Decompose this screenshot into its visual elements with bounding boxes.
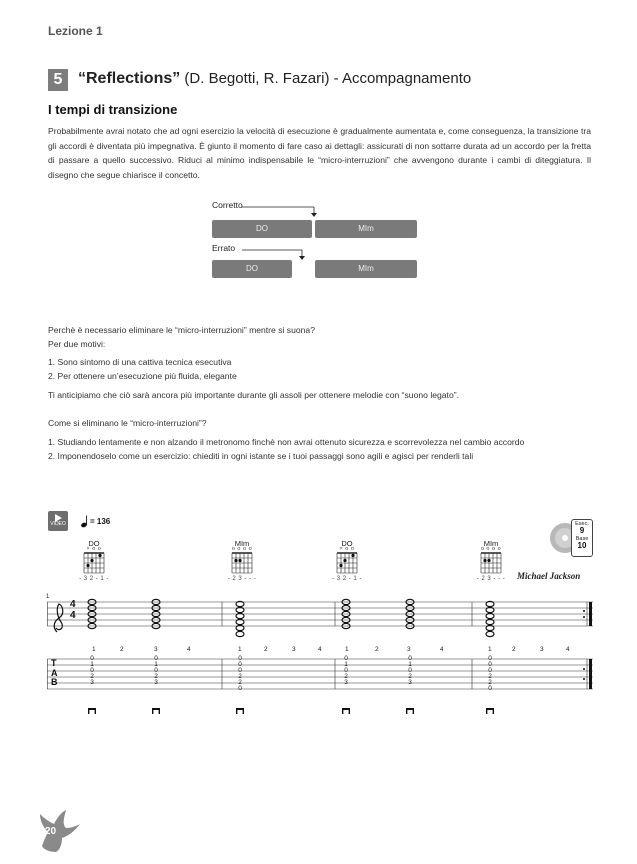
diagram-wrong-label: Errato <box>212 243 236 253</box>
tab-fret: 1 <box>154 661 158 668</box>
tab-fret: 2 <box>488 673 492 680</box>
tab-fret: 0 <box>238 685 242 692</box>
tab-fret: 0 <box>408 667 412 674</box>
tab-fret: 3 <box>344 679 348 686</box>
tab-fret: 0 <box>488 685 492 692</box>
tab-fret: 3 <box>154 679 158 686</box>
beat: 3 <box>540 646 544 653</box>
video-label: VIDEO <box>50 521 66 527</box>
beat: 2 <box>375 646 379 653</box>
chord-marks-1: × o o <box>86 546 102 552</box>
page-number: 20 <box>45 826 57 837</box>
beat: 4 <box>318 646 322 653</box>
section-paragraph: Probabilmente avrai notato che ad ogni esercizio la velocità di esecuzione è gradualmente aumentata e, come conseguenza, la transizione tra gli accordi è diventata più impegnativa. È giunto il momento di fare caso ai dettagli: assicurati di non sottarre durata ad un accordo per la fretta di passare a quello successivo. Riduci al minimo indispensabile le “micro-interruzioni” che avvengono durante i cambi di diteggiatura. Il disegno che segue chiarisce il concetto. <box>48 126 591 180</box>
beat: 1 <box>345 646 349 653</box>
tab-column-do <box>87 656 97 686</box>
tab-fret: 0 <box>488 655 492 662</box>
tab-fret: 0 <box>238 667 242 674</box>
correct-arrow <box>240 203 320 219</box>
chord-marks-2: o o o o <box>231 546 253 552</box>
note: Ti anticipiamo che ciò sarà ancora più importante durante gli assoli per ottenere melodie con “suono legato”. <box>48 390 459 400</box>
tab-staff <box>47 656 593 694</box>
chord-name-3: DO <box>341 539 353 548</box>
time-signature-top: 4 <box>70 599 76 610</box>
diagram-wrong-chord-1: DO <box>212 260 292 278</box>
staff-notes <box>80 590 600 640</box>
method-2: 2. Imponendoselo come un esercizio: chiediti in ogni istante se i tuoi passaggi sono agili e agisci per renderli tali <box>48 451 474 461</box>
exercise-title-song: “Reflections” <box>78 70 181 87</box>
tab-fret: 0 <box>344 667 348 674</box>
tab-column-do <box>151 656 161 686</box>
beat: 3 <box>292 646 296 653</box>
chord-grid-do-2 <box>336 552 358 574</box>
exercise-number-badge: 5 <box>48 69 68 91</box>
tab-fret: 2 <box>408 673 412 680</box>
chord-name-2: MIm <box>234 539 250 548</box>
base-track: 10 <box>577 541 587 550</box>
chord-fingering-4: - 2 3 - - - <box>476 576 506 582</box>
tab-letter-a: A <box>51 667 58 678</box>
chord-grid-mim-2 <box>480 552 502 574</box>
beat: 1 <box>238 646 242 653</box>
tab-column-mim <box>235 656 245 692</box>
beat: 3 <box>154 646 158 653</box>
tab-fret: 0 <box>408 655 412 662</box>
time-signature-bottom: 4 <box>70 610 76 621</box>
tab-column-do <box>405 656 415 686</box>
tab-fret: 0 <box>90 667 94 674</box>
method-1: 1. Studiando lentamente e non alzando il metronomo finchè non avrai ottenuto sicurezza e scorrevolezza nel cambio accordo <box>48 437 525 447</box>
diagram-correct-chord-1: DO <box>212 220 312 238</box>
tab-fret: 0 <box>238 661 242 668</box>
tab-fret: 0 <box>488 661 492 668</box>
question-2: Come si eliminano le “micro-interruzioni”? <box>48 418 207 428</box>
tab-fret: 2 <box>238 673 242 680</box>
quarter-note-icon <box>80 515 90 529</box>
diagram-correct-chord-2: MIm <box>315 220 417 238</box>
esec-track: 9 <box>579 526 585 535</box>
beat: 2 <box>264 646 268 653</box>
section-heading: I tempi di transizione <box>48 102 178 117</box>
exercise-title <box>78 70 471 88</box>
tab-fret: 0 <box>90 655 94 662</box>
beat-numbers <box>47 646 593 656</box>
tab-fret: 2 <box>90 673 94 680</box>
tab-column-do <box>341 656 351 686</box>
reason-2: 2. Per ottenere un’esecuzione più fluida, elegante <box>48 371 237 381</box>
reason-1: 1. Sono sintomo di una cattiva tecnica esecutiva <box>48 357 232 367</box>
tab-fret: 0 <box>238 655 242 662</box>
beat: 2 <box>120 646 124 653</box>
tab-fret: 0 <box>344 655 348 662</box>
beat: 2 <box>512 646 516 653</box>
tab-column-mim <box>485 656 495 692</box>
chord-name-1: DO <box>88 539 100 548</box>
tab-fret: 0 <box>488 667 492 674</box>
exercise-title-rest: (D. Begotti, R. Fazari) - Accompagnamento <box>180 70 472 87</box>
cd-track-box <box>571 519 593 557</box>
mascot-icon <box>32 806 82 854</box>
tab-fret: 2 <box>154 673 158 680</box>
tab-fret: 1 <box>408 661 412 668</box>
artist-name: Michael Jackson <box>517 571 581 581</box>
beat: 3 <box>407 646 411 653</box>
tab-fret: 1 <box>90 661 94 668</box>
tab-letter-t: T <box>51 658 57 668</box>
chord-name-4: MIm <box>483 539 499 548</box>
tab-letter-b: B <box>51 677 58 687</box>
esec-label: Esec. <box>575 521 589 527</box>
tab-fret: 1 <box>344 661 348 668</box>
chord-marks-4: o o o o <box>480 546 502 552</box>
tab-fret: 3 <box>90 679 94 686</box>
tab-fret: 0 <box>154 655 158 662</box>
chord-fingering-1: - 3 2 - 1 - <box>79 576 109 582</box>
diagram-wrong-chord-2: MIm <box>315 260 417 278</box>
question-1-sub: Per due motivi: <box>48 339 106 349</box>
downstroke-marks <box>80 707 600 717</box>
chord-marks-3: × o o <box>339 546 355 552</box>
chord-fingering-2: - 2 3 - - - <box>227 576 257 582</box>
measure-number: 1 <box>46 594 50 600</box>
question-1: Perchè è necessario eliminare le “micro-interruzioni” mentre si suona? <box>48 325 315 335</box>
beat: 4 <box>566 646 570 653</box>
beat: 4 <box>187 646 191 653</box>
beat: 1 <box>92 646 96 653</box>
diagram-correct-label: Corretto <box>212 200 243 210</box>
tempo: = 136 <box>90 517 111 526</box>
chord-grid-do-1 <box>83 552 105 574</box>
chord-grid-mim-1 <box>231 552 253 574</box>
tab-fret: 3 <box>408 679 412 686</box>
tab-clef <box>51 659 58 688</box>
lesson-header: Lezione 1 <box>48 24 103 38</box>
beat: 4 <box>440 646 444 653</box>
base-label: Base <box>575 536 589 542</box>
chord-fingering-3: - 3 2 - 1 - <box>332 576 362 582</box>
tab-fret: 2 <box>238 679 242 686</box>
tab-fret: 2 <box>344 673 348 680</box>
beat: 1 <box>488 646 492 653</box>
tab-fret: 0 <box>154 667 158 674</box>
tab-fret: 2 <box>488 679 492 686</box>
